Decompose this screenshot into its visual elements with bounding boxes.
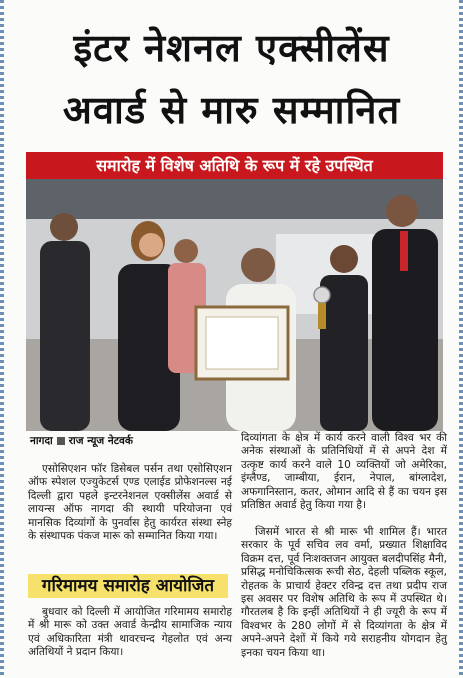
subheadline-bar: समारोह में विशेष अतिथि के रूप में रहे उपस्थित [26, 152, 443, 179]
trophy-stem [318, 303, 326, 329]
person-6-tie [400, 231, 408, 271]
person-1-body [40, 241, 90, 431]
headline-line-1: इंटर नेशनल एक्सीलेंस [73, 26, 390, 70]
clipping-edge-right [459, 0, 463, 678]
person-6-head [386, 195, 418, 227]
person-3-head [174, 239, 198, 263]
ceiling [26, 179, 443, 219]
person-5-head [330, 245, 358, 273]
person-2-head [139, 233, 163, 257]
byline [30, 434, 133, 448]
award-ceremony-photo [26, 179, 443, 431]
byline-place: नागदा [30, 435, 53, 447]
right-paragraph-1: दिव्यांगता के क्षेत्र में कार्य करने वाली विश्व भर की अनेक संस्थाओं के प्रतिनिधियों में से अपने देश में उत्कृष्ट कार्य करने वाले 10 व्यक्तियों जो अमेरिका, इंग्लैण्ड, जाम्बीया, ईरान, नेपाल, बांग्लादेश, अफगानिस्तान, कतर, ओमान आदि से हैं का चयन इस प्रतिष्ठित अवार्ड हेतु किया गया है। [241, 432, 447, 512]
right-paragraph-2: जिसमें भारत से श्री मारू भी शामिल हैं। भारत सरकार के पूर्व सचिव लव वर्मा, प्रख्यात शिक्षाविद विक्रम दत्त, पूर्व निःशक्तजन आयुक्त बलदीपसिंह मैनी, प्रसिद्ध मनोचिकित्सक रूची सेठ, देहली पब्लिक स्कूल, रोहतक के प्राचार्य हेक्टर रविन्द्र दत्त तथा प्रदीप राज इस अवसर पर विशेष अतिथि के रूप में उपस्थित थे। गौरतलब है कि इन्हीं अतिथियों ने ही ज्यूरी के रूप में विश्वभर के 280 लोगों में से दिव्यांगता के क्षेत्र में अपने-अपने देशों में किये गये सराहनीय योगदान हेतु इनका चयन किया था। [241, 526, 447, 659]
certificate-paper [206, 317, 278, 369]
person-1-head [50, 213, 78, 241]
trophy-globe [314, 287, 330, 303]
section-subheading: गरिमामय समारोह आयोजित [28, 574, 228, 598]
person-4-head [241, 248, 275, 282]
left-paragraph-2: बुधवार को दिल्ली में आयोजित गरिमामय समारोह में श्री मारू को उक्त अवार्ड केन्द्रीय सामाजिक न्याय एवं अधिकारिता मंत्री थावरचन्द गेहलोत एवं अन्य अतिथियों ने प्रदान किया। [28, 606, 232, 659]
left-paragraph-1: एसोसिएशन फॉर डिसेबल पर्सन तथा एसोसिएशन ऑफ स्पेशल एज्युकेटर्स एण्ड एलाईड प्रोफेशनल्स नई दिल्ली द्वारा पहले इन्टरनेशनल एक्सीलेंस अवार्ड से लायन्स ऑफ नागदा की स्थायी परियोजना एवं मानसिक दिव्यांगों के पुनर्वास हेतु कार्यरत संस्था स्नेह के संस्थापक पंकज मारू को सम्मानित किया गया। [28, 463, 232, 543]
headline-line-2: अवार्ड से मारु सम्मानित [62, 88, 401, 132]
byline-source: राज न्यूज नेटवर्क [68, 435, 133, 447]
photo-illustration [26, 179, 443, 431]
clipping-edge-left [0, 0, 4, 678]
separator-square-icon [57, 437, 65, 445]
